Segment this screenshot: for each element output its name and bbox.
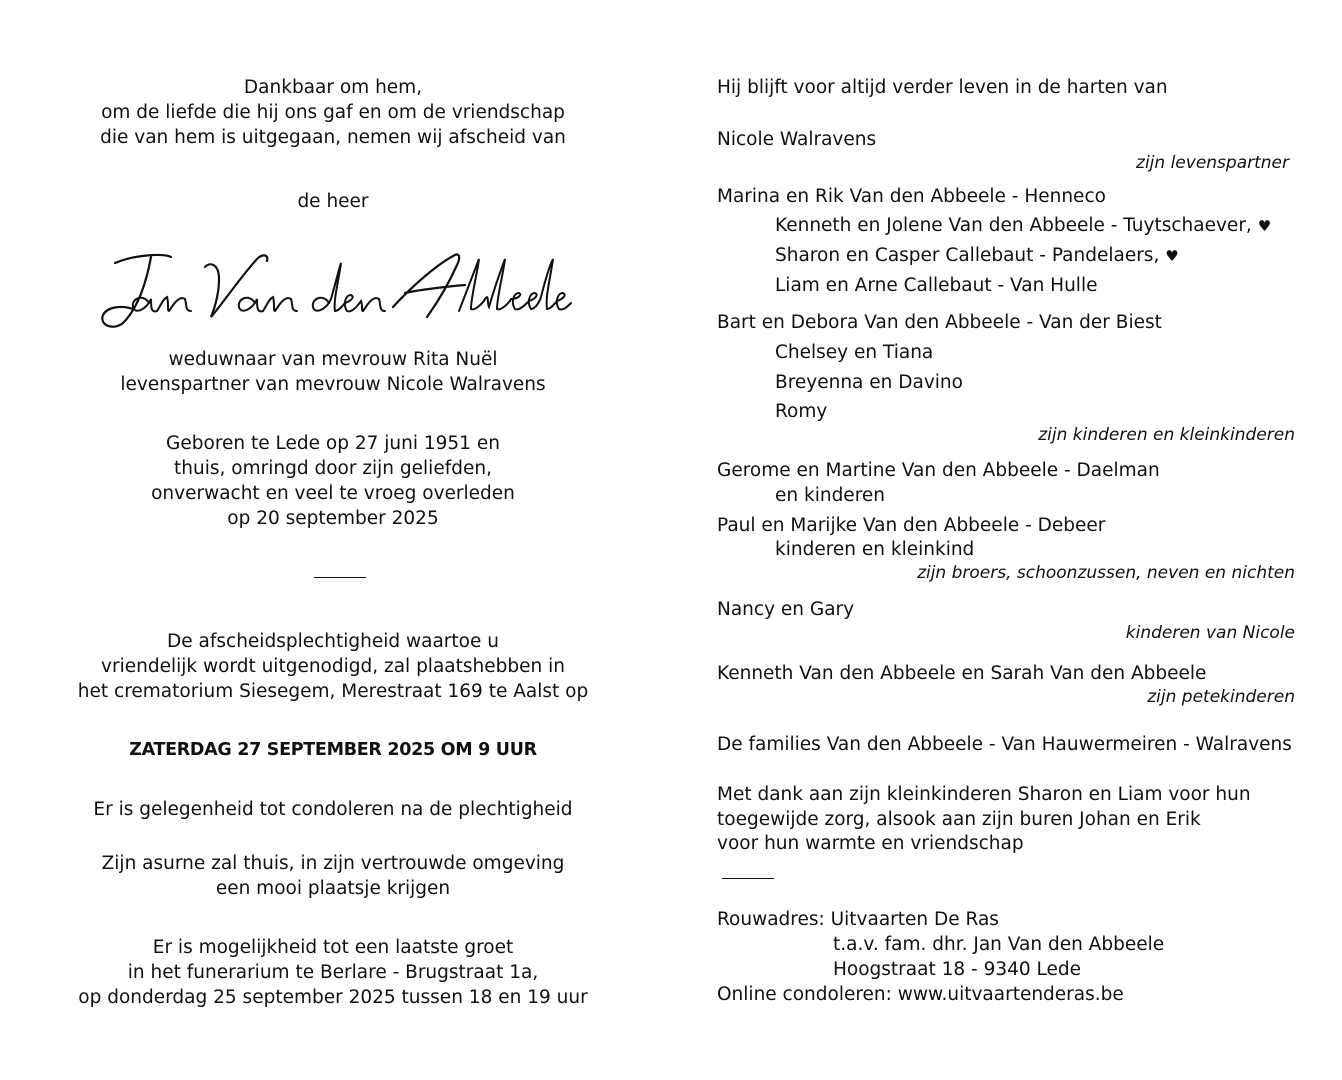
urn-line-2: een mooi plaatsje krijgen [215,878,451,899]
ceremony-line-3: het crematorium Siesegem, Merestraat 169 te Aalst op [77,681,589,702]
handwritten-name-signature [93,245,573,340]
partner-name: Nicole Walravens [717,129,877,150]
families: De families Van den Abbeele - Van Hauwermeiren - Walravens [717,734,1292,755]
online-condolence: Online condoleren: www.uitvaartenderas.be [717,984,1124,1005]
greeting-line-1: Er is mogelijkheid tot een laatste groet [152,937,514,958]
ceremony-date: ZATERDAG 27 SEPTEMBER 2025 OM 9 UUR [129,740,537,760]
ceremony-line-2: vriendelijk wordt uitgenodigd, zal plaatshebben in [101,656,565,677]
family-1-member-2-name: Sharon en Casper Callebaut - Pandelaers, [775,245,1160,266]
family-1-member-3: Liam en Arne Callebaut - Van Hulle [775,275,1098,296]
sibling-1-sub: en kinderen [775,485,885,506]
deceased-name [50,245,616,340]
sibling-1: Gerome en Martine Van den Abbeele - Daelman [717,460,1160,481]
partner-role: zijn levenspartner [1136,153,1289,173]
heart-icon: ♥ [1257,217,1272,235]
family-1-member-1-name: Kenneth en Jolene Van den Abbeele - Tuytschaever, [775,215,1252,236]
family-2-member-1: Chelsey en Tiana [775,342,934,363]
family-1-member-2 [775,243,1179,269]
relation-line-1: weduwnaar van mevrouw Rita Nuël [168,349,498,370]
godchildren-role: zijn petekinderen [1147,687,1295,707]
heart-icon: ♥ [1165,247,1179,265]
address-line-2: t.a.v. fam. dhr. Jan Van den Abbeele [833,934,1165,955]
sibling-2: Paul en Marijke Van den Abbeele - Debeer [717,515,1106,536]
nicole-children: Nancy en Gary [717,599,855,620]
intro-line-3: die van hem is uitgegaan, nemen wij afscheid van [100,127,566,148]
intro-line-2: om de liefde die hij ons gaf en om de vriendschap [101,102,565,123]
address-line-3: Hoogstraat 18 - 9340 Lede [833,959,1082,980]
divider [314,577,366,578]
relation-line-2: levenspartner van mevrouw Nicole Walravens [120,374,546,395]
condolence-note: Er is gelegenheid tot condoleren na de plechtigheid [93,799,573,820]
siblings-role: zijn broers, schoonzussen, neven en nichten [917,563,1295,583]
salutation: de heer [297,191,369,212]
greeting-line-3: op donderdag 25 september 2025 tussen 18 en 19 uur [78,987,588,1008]
family-heading: Hij blijft voor altijd verder leven in de harten van [717,77,1168,98]
intro-line-1: Dankbaar om hem, [243,77,423,98]
birth-line-4: op 20 september 2025 [227,508,439,529]
thanks-line-1: Met dank aan zijn kleinkinderen Sharon en Liam voor hun [717,784,1251,805]
ceremony-line-1: De afscheidsplechtigheid waartoe u [167,631,499,652]
birth-line-1: Geboren te Lede op 27 juni 1951 en [166,433,500,454]
address-label: Rouwadres: Uitvaarten De Ras [717,909,999,930]
sibling-2-sub: kinderen en kleinkind [775,539,975,560]
family-1: Marina en Rik Van den Abbeele - Henneco [717,186,1106,207]
birth-line-3: onverwacht en veel te vroeg overleden [151,483,515,504]
nicole-children-role: kinderen van Nicole [1125,623,1295,643]
urn-line-1: Zijn asurne zal thuis, in zijn vertrouwde omgeving [101,853,565,874]
greeting-line-2: in het funerarium te Berlare - Brugstraat 1a, [127,962,539,983]
birth-line-2: thuis, omringd door zijn geliefden, [174,458,492,479]
family-1-member-1 [775,213,1271,239]
thanks-line-2: toegewijde zorg, alsook aan zijn buren Johan en Erik [717,809,1201,830]
family-2-member-3: Romy [775,401,828,422]
godchildren: Kenneth Van den Abbeele en Sarah Van den Abbeele [717,663,1207,684]
family-2: Bart en Debora Van den Abbeele - Van der Biest [717,312,1162,333]
divider [722,878,774,879]
family-2-member-2: Breyenna en Davino [775,372,963,393]
thanks-line-3: voor hun warmte en vriendschap [717,833,1024,854]
children-role: zijn kinderen en kleinkinderen [1038,425,1295,445]
